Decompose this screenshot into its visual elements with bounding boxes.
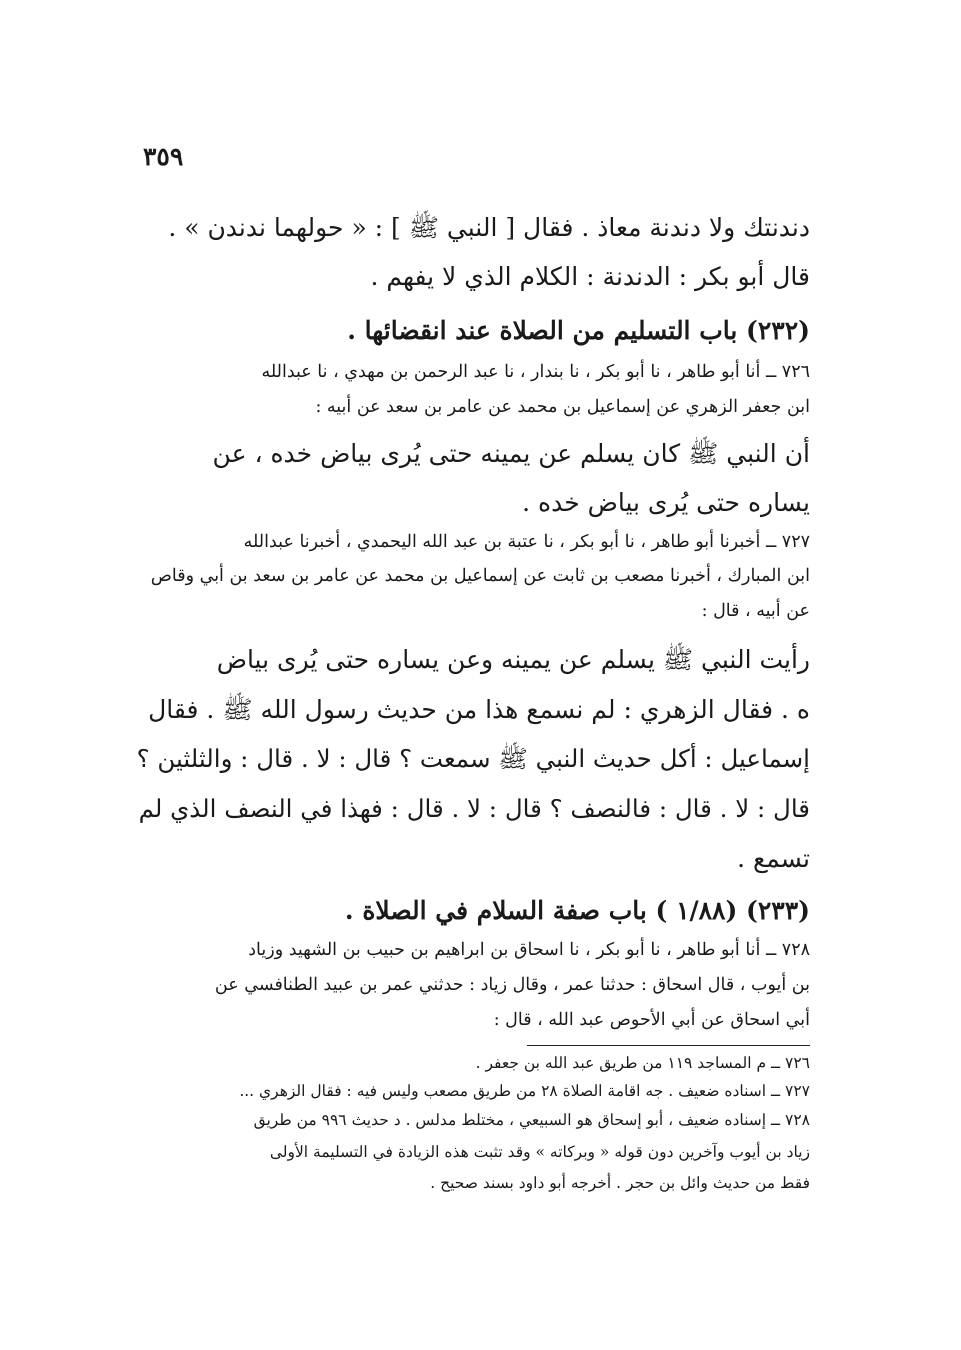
- footnote-728-line1: ٧٢٨ ــ إسناده ضعيف ، أبو إسحاق هو السبيعي ، مختلط مدلس . د حديث ٩٩٦ من طريق: [253, 1111, 810, 1129]
- sanad-726-line2: ابن جعفر الزهري عن إسماعيل بن محمد عن عامر بن سعد عن أبيه :: [315, 397, 810, 417]
- text-line-abu-bakr-comment: قال أبو بكر : الدندنة : الكلام الذي لا يفهم .: [370, 262, 810, 291]
- footnote-divider: [527, 1045, 810, 1046]
- sanad-727-line1: ٧٢٧ ــ أخبرنا أبو طاهر ، نا أبو بكر ، نا عتبة بن عبد الله اليحمدي ، أخبرنا عبدالله: [243, 532, 810, 552]
- sanad-728-line3: أبي اسحاق عن أبي الأحوص عبد الله ، قال :: [493, 1010, 810, 1030]
- page-number: ٣٥٩: [143, 142, 184, 171]
- footnote-727: ٧٢٧ ــ اسناده ضعيف . جه اقامة الصلاة ٢٨ من طريق مصعب وليس فيه : فقال الزهري ...: [239, 1082, 810, 1100]
- sanad-728-line2: بن أيوب ، قال اسحاق : حدثنا عمر ، وقال زياد : حدثني عمر بن عبيد الطنافسي عن: [214, 975, 810, 995]
- chapter-heading-233: (٢٣٣) (١/٨٨ ) باب صفة السلام في الصلاة .: [344, 896, 810, 925]
- sanad-727-line2: ابن المبارك ، أخبرنا مصعب بن ثابت عن إسماعيل بن محمد عن عامر بن سعد بن أبي وقاص: [150, 566, 810, 586]
- hadith-727-line4: قال : لا . قال : فالنصف ؟ قال : لا . قال : فهذا في النصف الذي لم: [138, 794, 810, 823]
- hadith-726-line2: يساره حتى يُرى بياض خده .: [522, 488, 810, 517]
- footnote-726: ٧٢٦ ــ م المساجد ١١٩ من طريق عبد الله بن جعفر .: [475, 1054, 810, 1072]
- chapter-heading-232: (٢٣٢) باب التسليم من الصلاة عند انقضائها .: [347, 316, 810, 345]
- hadith-727-line1: رأيت النبي ﷺ يسلم عن يمينه وعن يساره حتى يُرى بياض: [216, 645, 810, 674]
- text-line-dandana: دندنتك ولا دندنة معاذ . فقال [ النبي ﷺ ] : « حولهما ندندن » .: [168, 213, 810, 242]
- sanad-728-line1: ٧٢٨ ــ أنا أبو طاهر ، نا أبو بكر ، نا اسحاق بن ابراهيم بن حبيب بن الشهيد وزياد: [248, 940, 810, 960]
- hadith-727-line5: تسمع .: [737, 844, 810, 873]
- sanad-726-line1: ٧٢٦ ــ أنا أبو طاهر ، نا أبو بكر ، نا بندار ، نا عبد الرحمن بن مهدي ، نا عبدالله: [261, 362, 810, 382]
- sanad-727-line3: عن أبيه ، قال :: [701, 601, 810, 621]
- hadith-726-line1: أن النبي ﷺ كان يسلم عن يمينه حتى يُرى بياض خده ، عن: [212, 439, 810, 468]
- footnote-728-line2: زياد بن أيوب وآخرين دون قوله « وبركاته » وقد تثبت هذه الزيادة في التسليمة الأولى: [269, 1143, 810, 1161]
- footnote-728-line3: فقط من حديث وائل بن حجر . أخرجه أبو داود بسند صحيح .: [430, 1174, 810, 1192]
- hadith-727-line2: ه . فقال الزهري : لم نسمع هذا من حديث رسول الله ﷺ . فقال: [148, 695, 810, 724]
- hadith-727-line3: إسماعيل : أكل حديث النبي ﷺ سمعت ؟ قال : لا . قال : والثلثين ؟: [136, 744, 810, 773]
